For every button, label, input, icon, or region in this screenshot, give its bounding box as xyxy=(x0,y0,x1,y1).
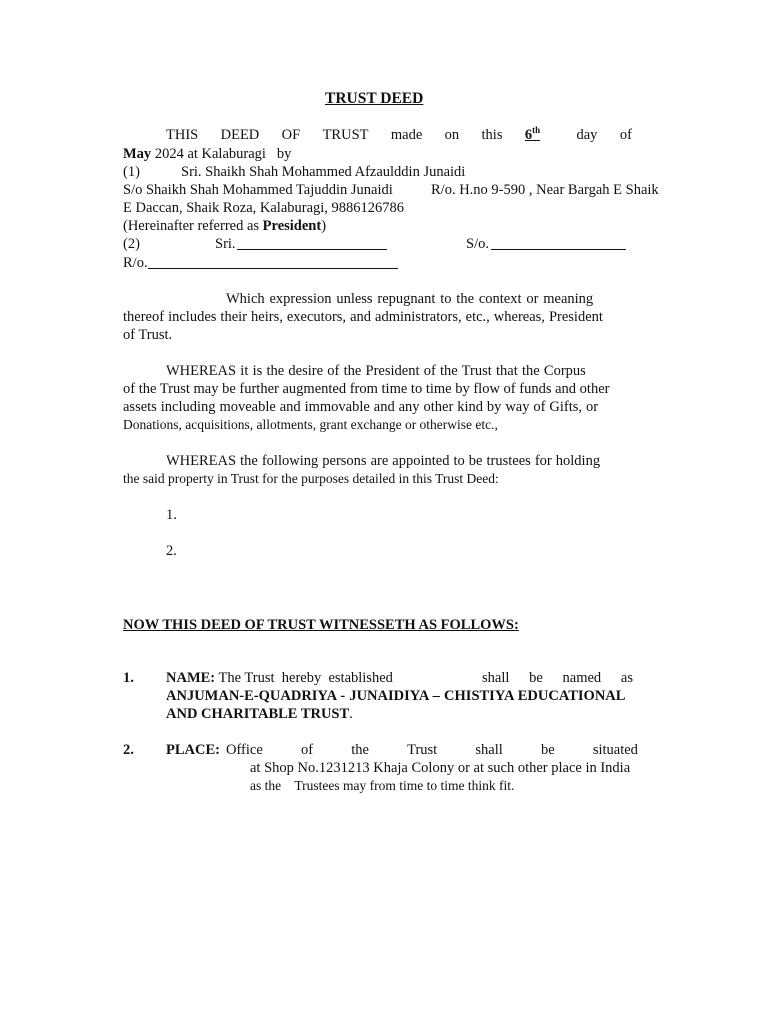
clause1-period: . xyxy=(349,706,353,722)
party1-reference-suffix: ) xyxy=(321,218,327,234)
clause1-word: be xyxy=(529,670,543,686)
party1-name: Sri. Shaikh Shah Mohammed Afzaulddin Junaidi xyxy=(181,164,466,180)
intro-word: THIS xyxy=(166,127,199,143)
para-expression-text: Which expression unless repugnant to the context or meaning xyxy=(226,291,594,307)
para-whereas1-line-4: Donations, acquisitions, allotments, grant exchange or otherwise etc., xyxy=(123,417,498,432)
intro-month: May xyxy=(123,146,152,162)
party2-ro-label: R/o. xyxy=(123,255,148,271)
witnesseth-heading: NOW THIS DEED OF TRUST WITNESSETH AS FOLLOWS: xyxy=(123,617,519,633)
intro-word: made xyxy=(390,127,423,143)
clause2-word: Office xyxy=(226,742,263,758)
clause1-trust-name-line-1: ANJUMAN-E-QUADRIYA - JUNAIDIYA – CHISTIYA EDUCATIONAL xyxy=(166,688,626,704)
party1-resident-of: R/o. H.no 9-590 , Near Bargah E Shaik xyxy=(431,182,659,198)
party2-ro-blank xyxy=(148,268,398,269)
intro-word: OF xyxy=(281,127,301,143)
party2-so-blank xyxy=(491,249,626,250)
clause2-word: be xyxy=(540,742,555,758)
clause1-word: as xyxy=(620,670,633,686)
intro-line-2-rest: 2024 at Kalaburagi by xyxy=(151,146,292,162)
intro-word: of xyxy=(619,127,632,143)
intro-day-number: 6th xyxy=(524,125,541,143)
clause2-word: of xyxy=(300,742,314,758)
clause1-line-1 xyxy=(166,669,393,687)
para-expression-line-1 xyxy=(226,290,632,308)
para-whereas1-line-1: WHEREAS it is the desire of the President of the Trust that the Corpus xyxy=(166,363,586,379)
clause2-number: 2. xyxy=(123,742,134,758)
clause1-trust-name-end: AND CHARITABLE TRUST xyxy=(166,706,350,722)
intro-word: this xyxy=(481,127,503,143)
clause2-word: the xyxy=(351,742,369,758)
trustee-list-item: 1. xyxy=(166,507,177,523)
para-whereas2-line-2: the said property in Trust for the purposes detailed in this Trust Deed: xyxy=(123,471,499,486)
clause2-line-3: as the Trustees may from time to time think fit. xyxy=(250,778,515,793)
para-expression-line-3: of Trust. xyxy=(123,327,173,343)
party1-son-of: S/o Shaikh Shah Mohammed Tajuddin Junaidi xyxy=(123,182,393,198)
para-whereas2-line-1: WHEREAS the following persons are appointed to be trustees for holding xyxy=(166,453,601,469)
intro-word: day xyxy=(576,127,598,143)
party1-role: President xyxy=(262,218,322,234)
party2-sri-blank xyxy=(237,249,387,250)
party1-reference xyxy=(123,217,326,235)
clause2-word: situated xyxy=(592,742,638,758)
clause1-number: 1. xyxy=(123,670,134,686)
party2-number: (2) xyxy=(123,236,140,252)
para-whereas1-line-2: of the Trust may be further augmented from time to time by flow of funds and other xyxy=(123,381,610,397)
page-title: TRUST DEED xyxy=(325,90,424,107)
clause1-label: NAME: xyxy=(166,670,216,686)
clause1-text: The Trust hereby established xyxy=(215,670,393,686)
para-whereas1-line-3: assets including moveable and immovable and any other kind by way of Gifts, or xyxy=(123,399,599,415)
para-expression-line-2: thereof includes their heirs, executors, and administrators, etc., whereas, President xyxy=(123,309,603,325)
clause2-word: Trust xyxy=(407,742,438,758)
intro-line-1 xyxy=(166,126,632,144)
clause2-line-1 xyxy=(226,741,638,759)
clause2-label: PLACE: xyxy=(166,742,220,758)
party2-so-label: S/o. xyxy=(466,236,489,252)
party1-reference-prefix: (Hereinafter referred as xyxy=(123,218,263,234)
intro-word: TRUST xyxy=(322,127,369,143)
clause1-line-1-tail xyxy=(482,669,633,687)
intro-word: DEED xyxy=(220,127,260,143)
clause2-word: shall xyxy=(475,742,503,758)
party2-sri-label: Sri. xyxy=(215,236,236,252)
trustee-list-item: 2. xyxy=(166,543,177,559)
party1-number: (1) xyxy=(123,164,140,180)
intro-word: on xyxy=(444,127,460,143)
clause1-word: shall xyxy=(482,670,510,686)
clause1-word: named xyxy=(562,670,602,686)
clause2-line-2: at Shop No.1231213 Khaja Colony or at such other place in India xyxy=(250,760,631,776)
clause1-trust-name-line-2 xyxy=(166,705,353,723)
party1-address-line-2: E Daccan, Shaik Roza, Kalaburagi, 9886126786 xyxy=(123,200,405,216)
intro-line-2 xyxy=(123,145,291,163)
